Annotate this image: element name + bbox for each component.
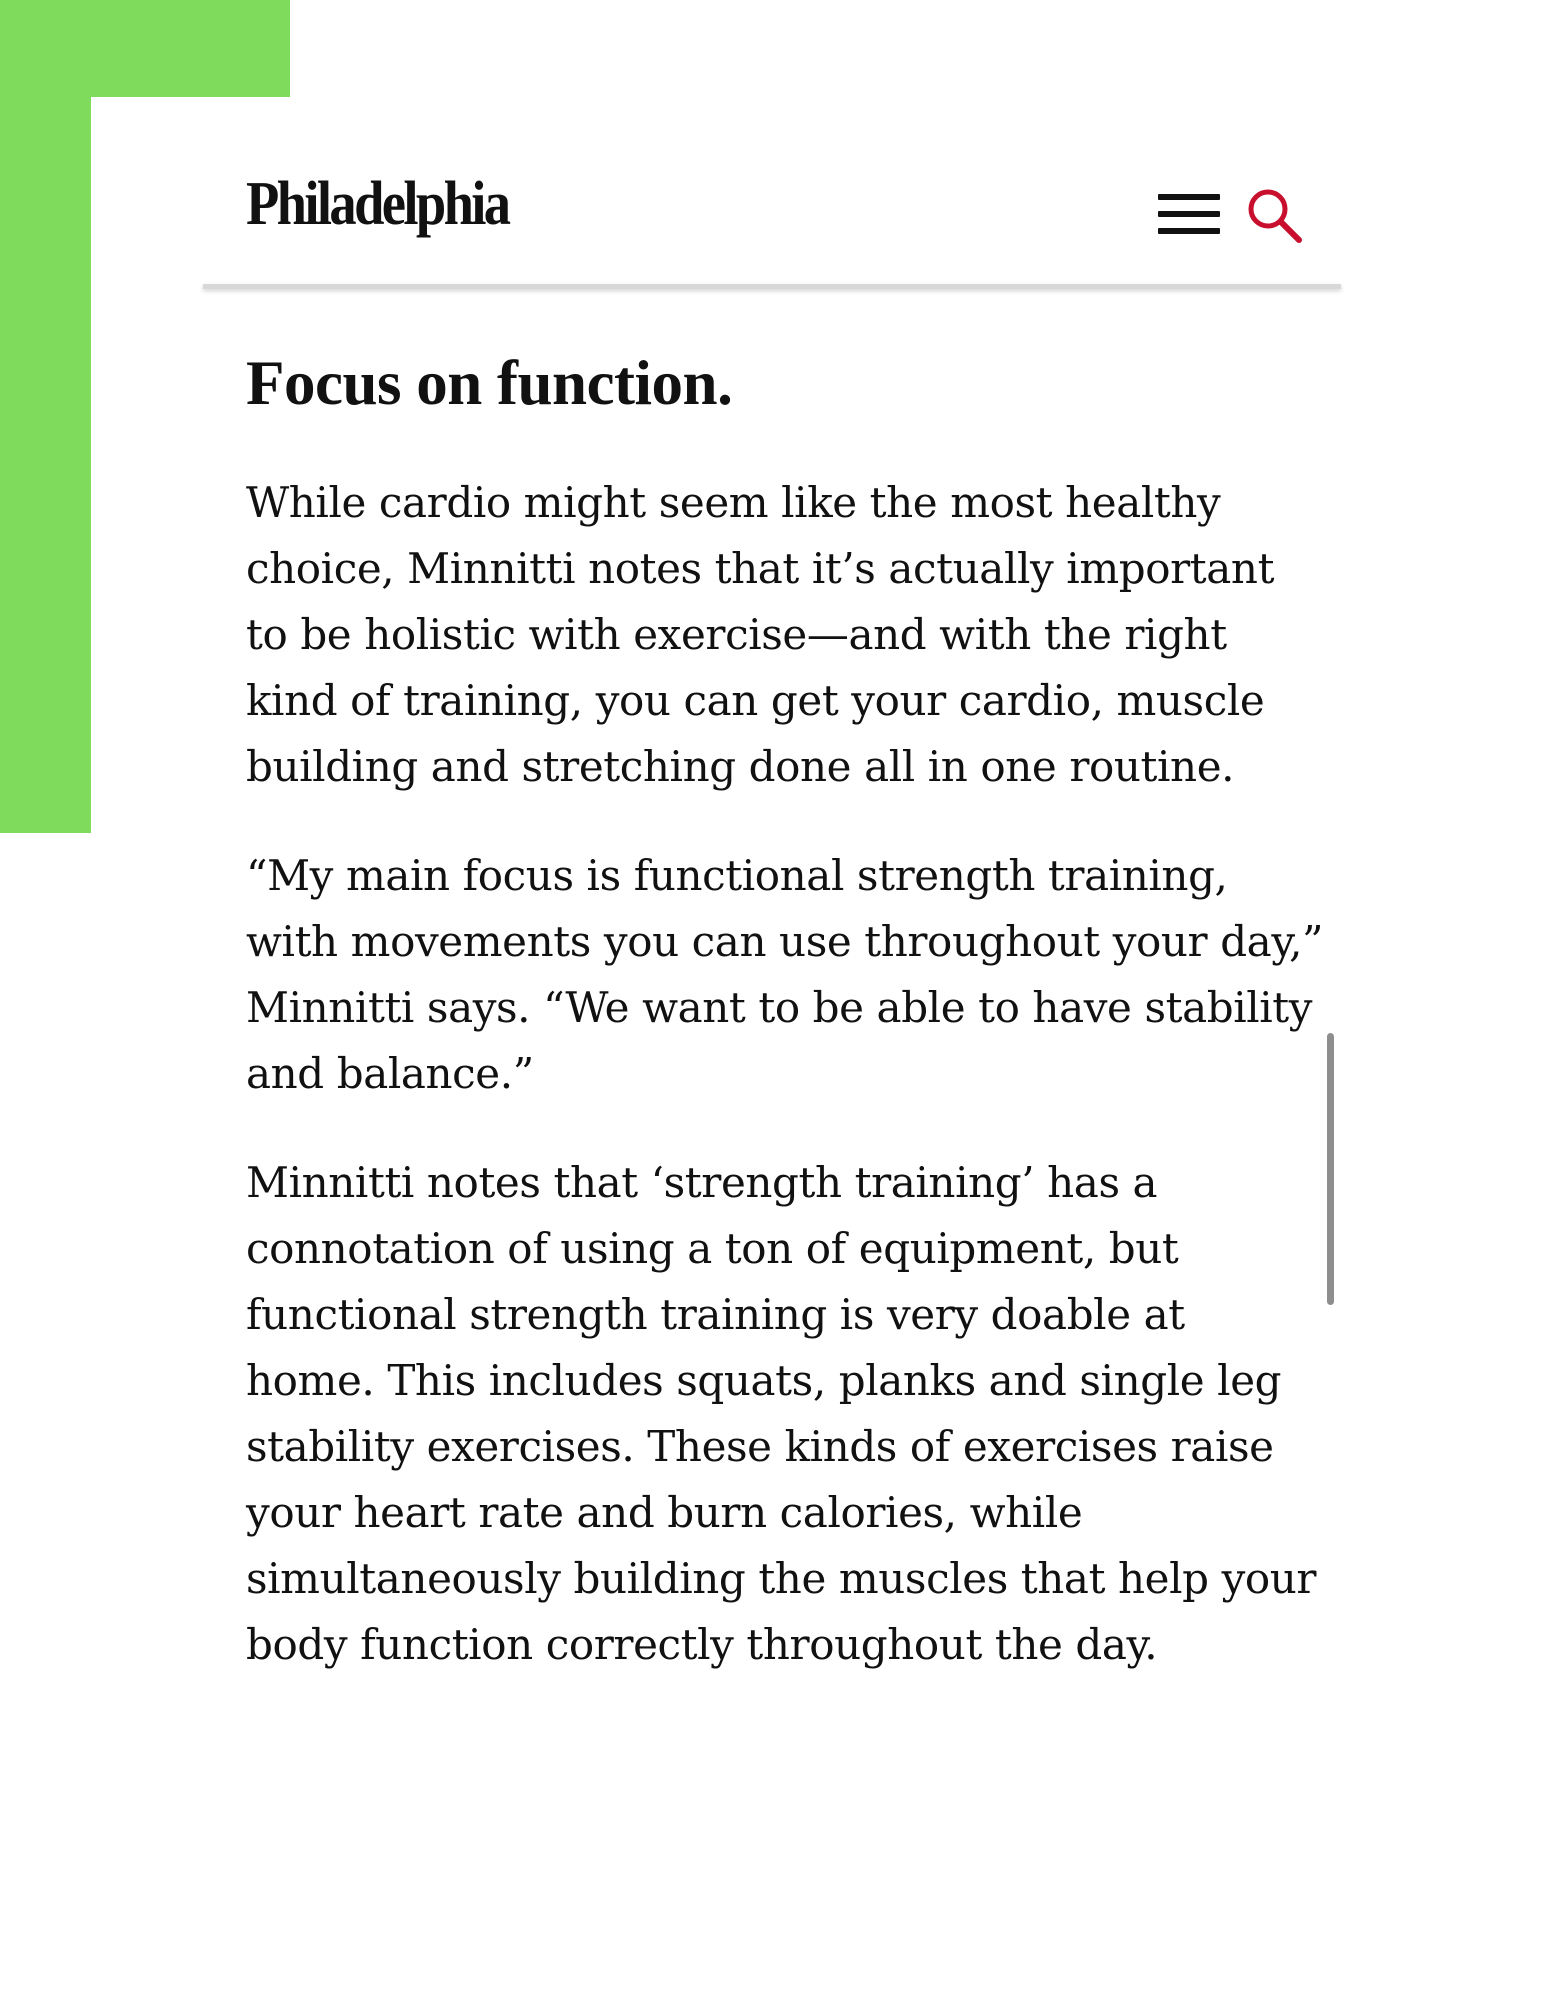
philadelphia-logo[interactable]: Philadelphia — [246, 170, 509, 238]
menu-bar — [1158, 194, 1220, 200]
article-paragraph: “My main focus is functional strength training, with movements you can use throughout your day,” Minnitti says. “We want to be able to have stability and balance.” — [246, 850, 1324, 1098]
header-divider — [203, 284, 1341, 289]
article-heading: Focus on function. — [246, 348, 733, 418]
vertical-scrollbar-thumb[interactable] — [1327, 1033, 1334, 1305]
article-paragraph: While cardio might seem like the most healthy choice, Minnitti notes that it’s actually important to be holistic with exercise—and with the right kind of training, you can get your cardio, muscle building and stretching done all in one routine. — [246, 477, 1275, 791]
green-accent-left — [0, 97, 91, 833]
hamburger-menu-icon[interactable] — [1154, 188, 1224, 240]
green-accent-top — [0, 0, 290, 97]
article-body — [246, 345, 1326, 1721]
menu-bar — [1158, 228, 1220, 234]
menu-bar — [1158, 211, 1220, 217]
article-paragraph: Minnitti notes that ‘strength training’ has a connotation of using a ton of equipment, but functional strength training is very doable at home. This includes squats, planks and single leg stability exercises. These kinds of exercises raise your heart rate and burn calories, while simultaneously building the muscles that help your body function correctly throughout the day. — [246, 1157, 1317, 1669]
search-icon[interactable] — [1246, 187, 1304, 245]
site-header — [203, 135, 1341, 285]
